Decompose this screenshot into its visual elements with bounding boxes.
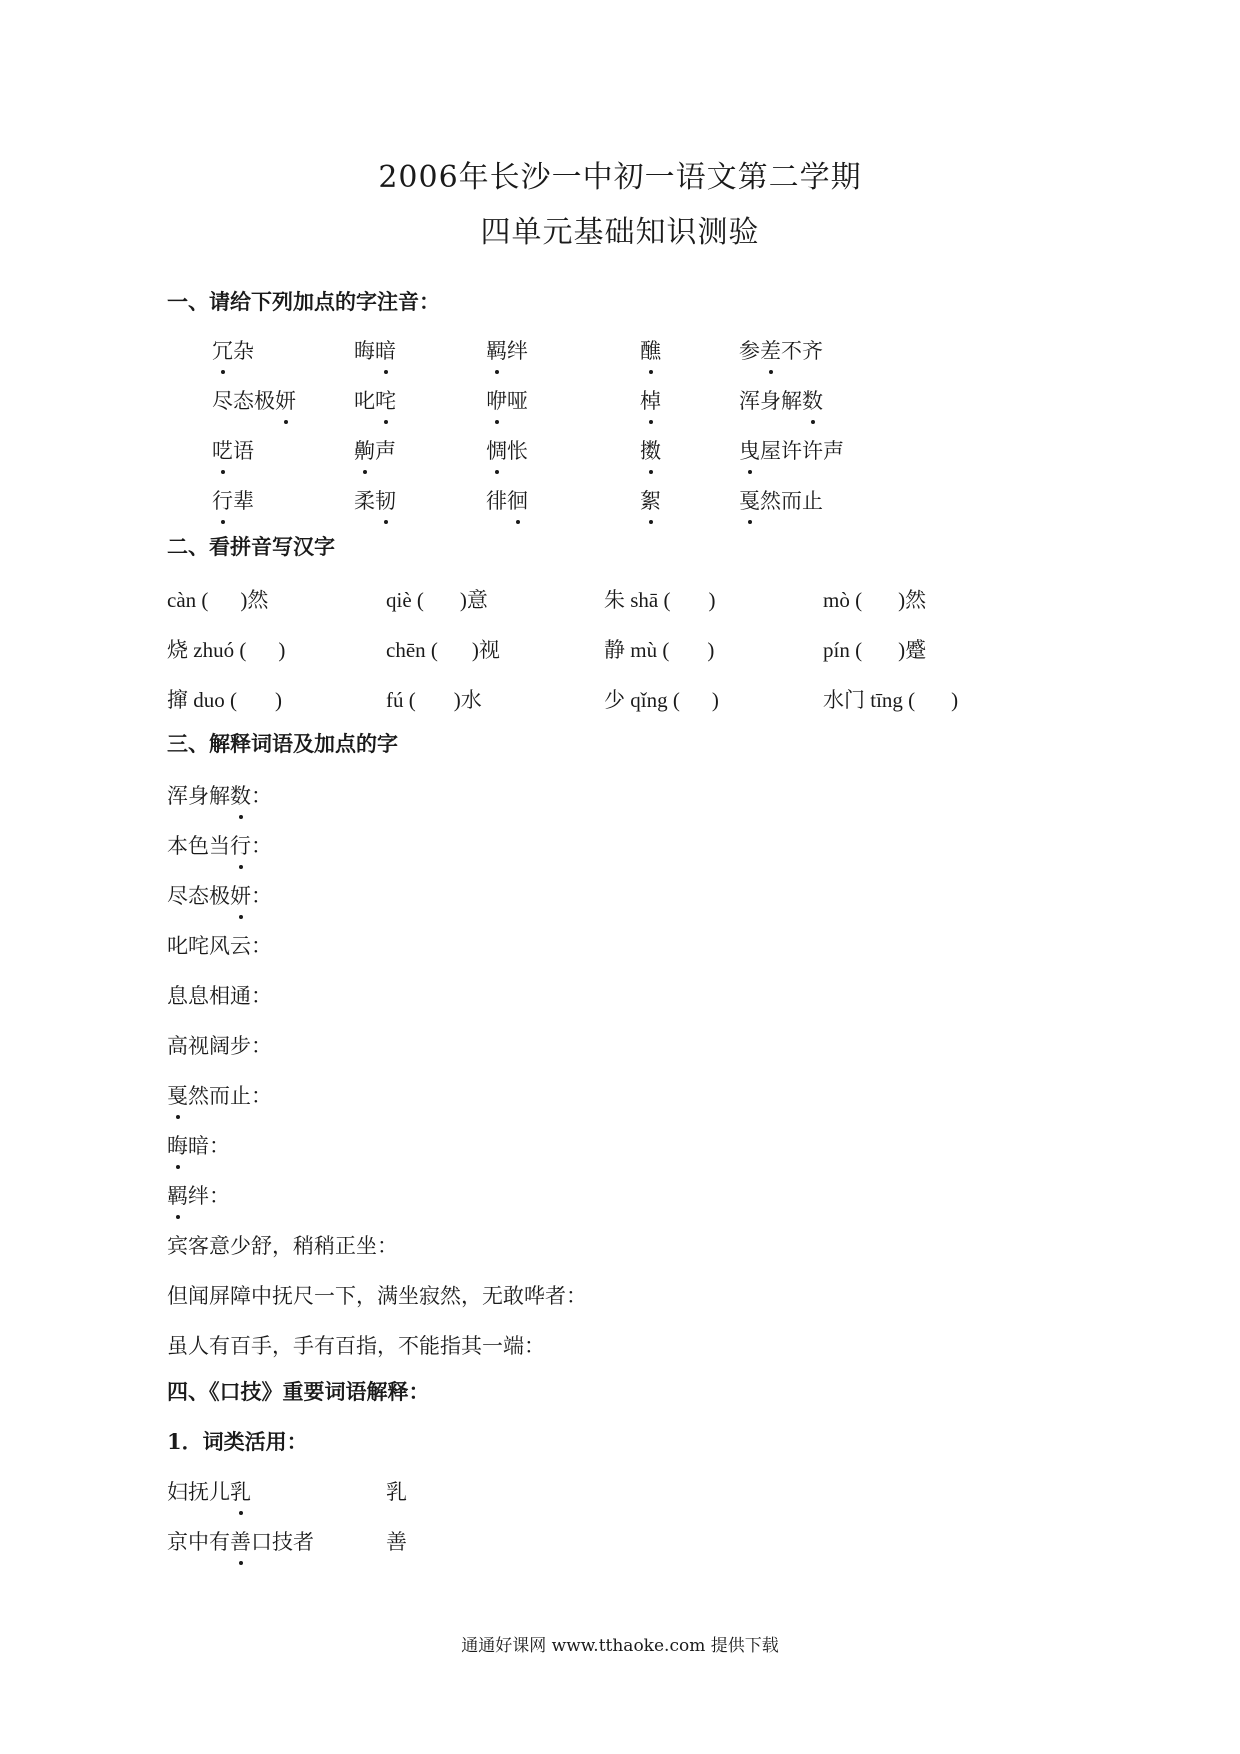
explain-item-text: ：: [566, 1284, 587, 1308]
pinyin-item-dotted-char: 差: [760, 335, 781, 365]
fill-in-pinyin: pín (: [823, 638, 863, 662]
pinyin-item: [640, 335, 661, 365]
fill-in-pinyin: 撺 duo (: [167, 688, 237, 712]
fill-in-item: [386, 634, 500, 664]
explain-item-text: 绊：: [188, 1184, 230, 1208]
explain-item: [167, 880, 272, 910]
explain-item: [167, 1130, 230, 1160]
usage-phrase: [167, 1526, 314, 1556]
fill-in-item: [167, 634, 285, 664]
fill-in-item: [386, 584, 488, 614]
explain-item: [167, 980, 272, 1010]
explain-item-text: 宾客意少舒，稍稍正坐: [167, 1234, 377, 1258]
pinyin-item-dotted-char: 呓: [212, 435, 233, 465]
fill-in-suffix: )蹙: [898, 638, 927, 662]
section4-heading: 四、《口技》重要词语解释：: [167, 1379, 430, 1404]
pinyin-item: [212, 435, 254, 465]
pinyin-item-text: 绊: [507, 339, 528, 363]
fill-in-pinyin: qiè (: [386, 588, 424, 612]
fill-in-suffix: ): [278, 638, 286, 662]
explain-item: [167, 1230, 398, 1260]
explain-item-text: 息息相通: [167, 984, 251, 1008]
pinyin-item: [486, 335, 528, 365]
pinyin-item-text: 徘: [486, 489, 507, 513]
pinyin-item-text: 不齐: [781, 339, 823, 363]
explain-item-text: ：: [251, 934, 272, 958]
fill-in-suffix: ): [275, 688, 282, 712]
pinyin-item: [640, 485, 661, 515]
explain-item-text: ：: [251, 1034, 272, 1058]
page-subtitle: 四单元基础知识测验: [480, 215, 760, 250]
fill-in-item: [604, 584, 716, 614]
fill-in-pinyin: fú (: [386, 688, 416, 712]
pinyin-item-text: 参: [739, 339, 760, 363]
pinyin-item: [354, 435, 396, 465]
fill-in-pinyin: 朱 shā (: [604, 588, 671, 612]
pinyin-item-dotted-char: 冗: [212, 335, 233, 365]
usage-phrase-dotted-char: 乳: [230, 1476, 251, 1506]
fill-in-suffix: ): [707, 638, 715, 662]
pinyin-item-text: 浑身解: [739, 389, 802, 413]
explain-item-text: ：: [524, 1334, 545, 1358]
fill-in-pinyin: mò (: [823, 588, 863, 612]
pinyin-item-dotted-char: 徊: [507, 485, 528, 515]
pinyin-item-dotted-char: 咿: [486, 385, 507, 415]
explain-item-dotted-char: 妍: [230, 880, 251, 910]
page-title: 2006年长沙一中初一语文第二学期: [378, 160, 862, 195]
fill-in-item: [604, 634, 714, 664]
pinyin-item-dotted-char: 醮: [640, 335, 661, 365]
fill-in-pinyin: 水门 tīng (: [823, 688, 916, 712]
fill-in-suffix: )然: [240, 588, 269, 612]
fill-in-item: [604, 684, 719, 714]
explain-item-text: 尽态极: [167, 884, 230, 908]
usage-phrase-dotted-char: 善: [230, 1526, 251, 1556]
pinyin-item-text: 杂: [233, 339, 254, 363]
pinyin-item-text: 尽态极: [212, 389, 275, 413]
pinyin-item: [739, 335, 823, 365]
explain-item: [167, 1330, 545, 1360]
pinyin-item-dotted-char: 妍: [275, 385, 296, 415]
explain-item-text: ：: [251, 984, 272, 1008]
section2-heading: 二、看拼音写汉字: [167, 534, 335, 559]
explain-item-text: ：: [251, 884, 272, 908]
pinyin-item: [212, 485, 254, 515]
explain-item-dotted-char: 晦: [167, 1130, 188, 1160]
footer-credit: 通通好课网 www.tthaoke.com 提供下载: [461, 1636, 779, 1656]
pinyin-item-dotted-char: 惆: [486, 435, 507, 465]
fill-in-suffix: ): [708, 588, 716, 612]
usage-phrase-text: 妇抚儿: [167, 1480, 230, 1504]
pinyin-item-text: 然而止: [760, 489, 823, 513]
pinyin-item-dotted-char: 韧: [375, 485, 396, 515]
usage-word: 乳: [386, 1480, 407, 1504]
usage-phrase-text: 京中有: [167, 1530, 230, 1554]
explain-item: [167, 1280, 587, 1310]
explain-item-text: 暗：: [188, 1134, 230, 1158]
pinyin-item-text: 晦: [354, 339, 375, 363]
usage-phrase-text: 口技者: [251, 1530, 314, 1554]
pinyin-item-dotted-char: 曳: [739, 435, 760, 465]
pinyin-item-dotted-char: 齁: [354, 435, 375, 465]
pinyin-item: [354, 335, 396, 365]
explain-item-text: ：: [251, 834, 272, 858]
pinyin-item-dotted-char: 擞: [640, 435, 661, 465]
explain-item-dotted-char: 戛: [167, 1080, 188, 1110]
pinyin-item-text: 哑: [507, 389, 528, 413]
usage-phrase: [167, 1476, 251, 1506]
pinyin-item: [486, 435, 528, 465]
explain-item: [167, 780, 272, 810]
pinyin-item: [739, 435, 844, 465]
pinyin-item: [739, 385, 823, 415]
pinyin-item-text: 辈: [233, 489, 254, 513]
section3-heading: 三、解释词语及加点的字: [167, 731, 398, 756]
explain-item: [167, 930, 272, 960]
explain-item-text: 然而止：: [188, 1084, 272, 1108]
usage-word: 善: [386, 1530, 407, 1554]
pinyin-item-dotted-char: 数: [802, 385, 823, 415]
pinyin-item: [640, 435, 661, 465]
section1-heading: 一、请给下列加点的字注音：: [167, 289, 440, 314]
fill-in-suffix: )然: [898, 588, 927, 612]
fill-in-suffix: )水: [453, 688, 482, 712]
explain-item-text: 叱咤风云: [167, 934, 251, 958]
fill-in-suffix: ): [951, 688, 959, 712]
pinyin-item: [212, 335, 254, 365]
pinyin-item: [212, 385, 296, 415]
explain-item-text: 本色当: [167, 834, 230, 858]
explain-item-text: ：: [377, 1234, 398, 1258]
pinyin-item-dotted-char: 戛: [739, 485, 760, 515]
explain-item-dotted-char: 羁: [167, 1180, 188, 1210]
pinyin-item-text: 柔: [354, 489, 375, 513]
pinyin-item-dotted-char: 絮: [640, 485, 661, 515]
explain-item-dotted-char: 行: [230, 830, 251, 860]
explain-item: [167, 830, 272, 860]
explain-item-dotted-char: 数: [230, 780, 251, 810]
fill-in-item: [823, 684, 958, 714]
pinyin-item: [486, 385, 528, 415]
pinyin-item: [354, 385, 396, 415]
fill-in-suffix: )意: [459, 588, 488, 612]
pinyin-item-text: 声: [375, 439, 396, 463]
fill-in-item: [823, 634, 926, 664]
pinyin-item: [486, 485, 528, 515]
fill-in-suffix: ): [711, 688, 719, 712]
fill-in-item: [167, 684, 282, 714]
explain-item: [167, 1030, 272, 1060]
explain-item: [167, 1180, 230, 1210]
fill-in-suffix: )视: [471, 638, 500, 662]
fill-in-pinyin: 静 mù (: [604, 638, 670, 662]
fill-in-pinyin: 少 qǐng (: [604, 688, 680, 712]
explain-item-text: 浑身解: [167, 784, 230, 808]
explain-item: [167, 1080, 272, 1110]
explain-item-text: 虽人有百手，手有百指，不能指其一端: [167, 1334, 524, 1358]
pinyin-item-text: 怅: [507, 439, 528, 463]
explain-item-text: 高视阔步: [167, 1034, 251, 1058]
explain-item-text: ：: [251, 784, 272, 808]
fill-in-item: [823, 584, 926, 614]
fill-in-pinyin: càn (: [167, 588, 209, 612]
explain-item-text: 但闻屏障中抚尺一下，满坐寂然，无敢哗者: [167, 1284, 566, 1308]
pinyin-item-text: 语: [233, 439, 254, 463]
section4-subheading: 1．词类活用：: [167, 1429, 308, 1454]
pinyin-item-dotted-char: 行: [212, 485, 233, 515]
fill-in-item: [386, 684, 482, 714]
pinyin-item-text: 叱: [354, 389, 375, 413]
fill-in-pinyin: 烧 zhuó (: [167, 638, 247, 662]
pinyin-item-dotted-char: 棹: [640, 385, 661, 415]
pinyin-item: [739, 485, 823, 515]
pinyin-item-dotted-char: 咤: [375, 385, 396, 415]
pinyin-item: [354, 485, 396, 515]
fill-in-pinyin: chēn (: [386, 638, 438, 662]
fill-in-item: [167, 584, 268, 614]
pinyin-item-dotted-char: 暗: [375, 335, 396, 365]
pinyin-item-text: 屋许许声: [760, 439, 844, 463]
pinyin-item: [640, 385, 661, 415]
pinyin-item-dotted-char: 羁: [486, 335, 507, 365]
